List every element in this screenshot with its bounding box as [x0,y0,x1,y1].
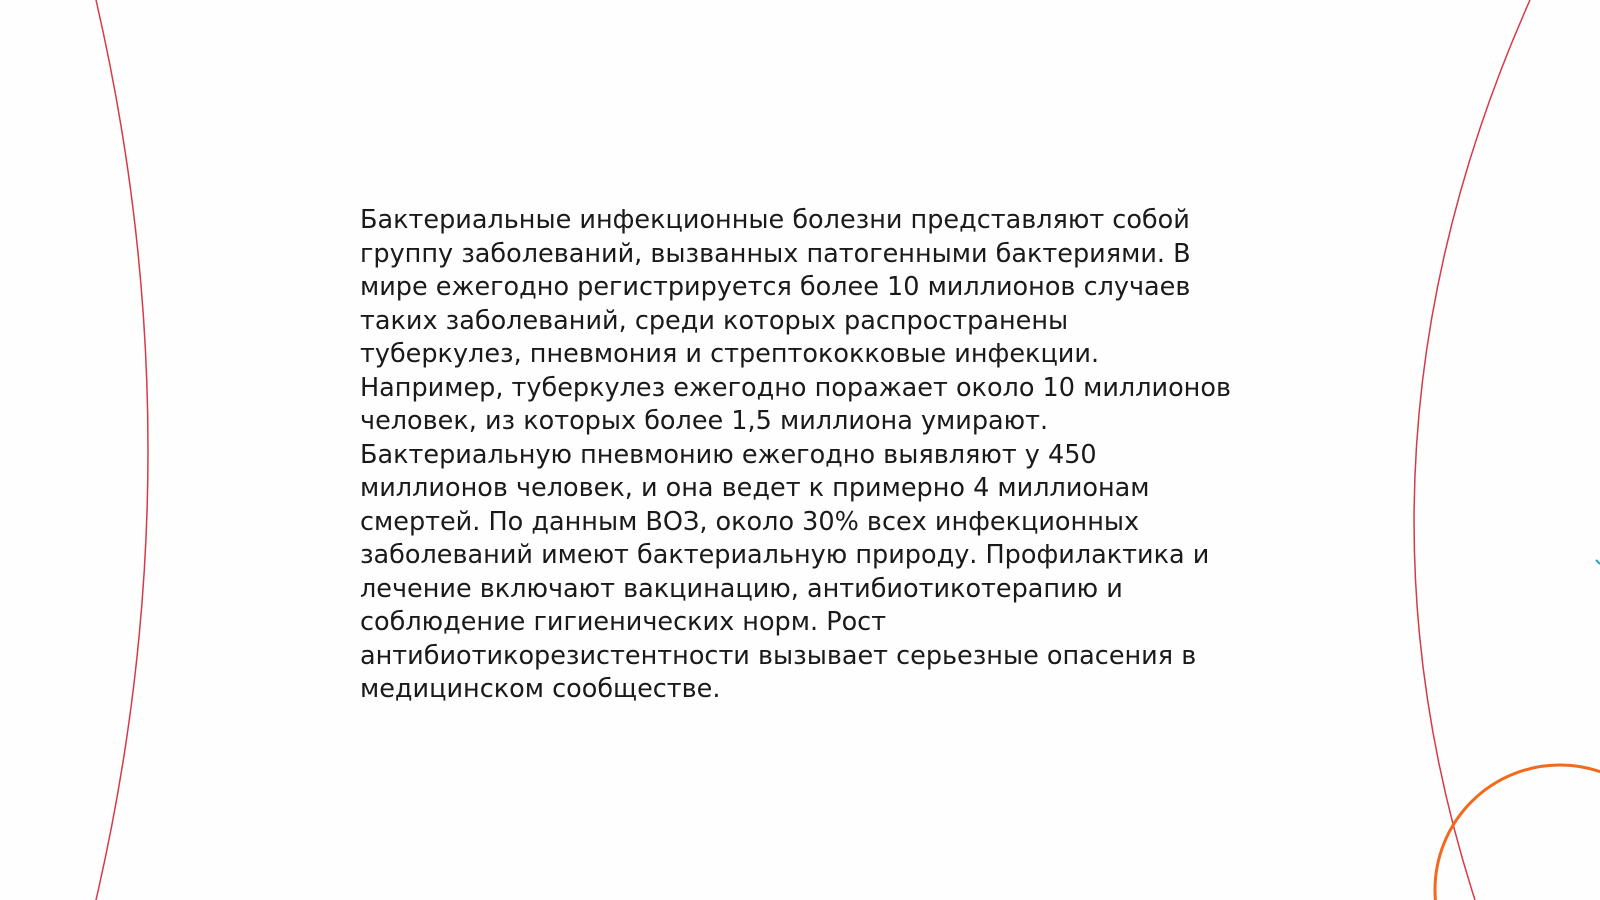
text-line: миллионов человек, и она ведет к примерно 4 миллионам [360,473,1150,503]
slide-body-text [360,204,1240,707]
text-line: Бактериальные инфекционные болезни представляют собой [360,205,1190,235]
text-line: смертей. По данным ВОЗ, около 30% всех инфекционных [360,506,1140,537]
text-line: антибиотикорезистентности вызывает серьезные опасения в [360,640,1197,671]
orange-circle-outline [1435,765,1600,900]
text-line: лечение включают вакцинацию, антибиотикотерапию и [360,573,1123,604]
right-red-arc [1414,0,1530,900]
text-line: мире ежегодно регистрируется более 10 миллионов случаев [360,272,1191,302]
text-line: медицинском сообществе. [360,674,721,704]
left-red-arc [96,0,148,900]
text-line: группу заболеваний, вызванных патогенными бактериями. В [360,238,1191,269]
text-line: Бактериальную пневмонию ежегодно выявляют у 450 [360,439,1097,470]
text-line: таких заболеваний, среди которых распространены [360,305,1069,336]
teal-mark [1596,560,1600,564]
text-line: человек, из которых более 1,5 миллиона умирают. [360,406,1049,436]
text-line: Например, туберкулез ежегодно поражает около 10 миллионов [360,372,1231,403]
text-line: соблюдение гигиенических норм. Рост [360,607,887,637]
text-line: туберкулез, пневмония и стрептококковые инфекции. [360,339,1100,369]
text-line: заболеваний имеют бактериальную природу. Профилактика и [360,540,1210,570]
